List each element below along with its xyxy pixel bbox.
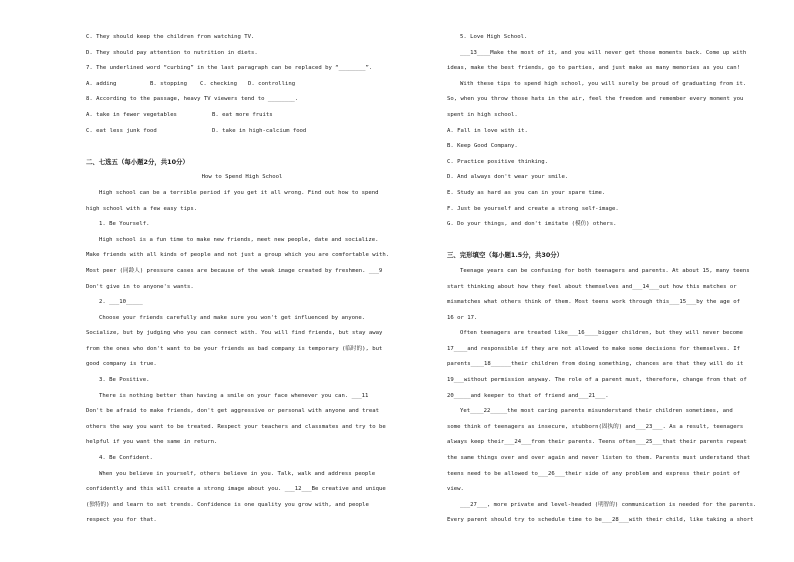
choice-d: D. And always don't wear your smile. [447, 174, 569, 181]
cloze-line-blank-18: parents____18______their children from doing something, chances are that they will do it [447, 361, 744, 368]
article-line: high school with a few easy tips. [86, 205, 198, 212]
article-line-blank-13: ___13____Make the most of it, and you will never get those moments back. Come up with [460, 49, 747, 56]
q6-option-d: D. They should pay attention to nutrition in diets. [86, 49, 258, 56]
q8-options-row1 [86, 108, 398, 124]
article-line: ideas, make the best friends, go to parties, and just make as many memories as you can! [447, 65, 740, 72]
article-line: High school can be a terrible period if you get it all wrong. Find out how to spend [99, 189, 379, 196]
cloze-line-blank-23: some think of teenagers as insecure, stubborn(固执的) and___23___. As a result, teenagers [447, 423, 744, 430]
article-line: spent in high school. [447, 111, 518, 118]
article-line: Make friends with all kinds of people and not just a group which you are comfortable with. [86, 252, 390, 259]
cloze-line-blank-15: mismatches what others think of them. Most teens work through this___15___by the age of [447, 299, 740, 306]
q6-option-c: C. They should keep the children from watching TV. [86, 34, 255, 40]
cloze-line-blank-17: 17____and responsible if they are not allowed to make some decisions for themselves. If [447, 345, 740, 352]
article-line: respect you for that. [86, 517, 157, 524]
subheading-be-confident: 4. Be Confident. [99, 455, 153, 462]
choice-c: C. Practice positive thinking. [447, 158, 549, 165]
cloze-line-blank-20-21: 20_____and keeper to that of friend and___21___. [447, 392, 609, 399]
subheading-be-positive: 3. Be Positive. [99, 377, 150, 384]
cloze-line-blank-27: ___27___, more private and level-headed (明智的) communication is needed for the parents. [460, 501, 757, 508]
q8-option-c: C. eat less junk food [86, 127, 157, 134]
cloze-line-blank-16: Often teenagers are treated like___16____bigger children, but they will never become [460, 330, 743, 337]
choice-b: B. Keep Good Company. [447, 143, 518, 150]
q7-option-a: A. adding [86, 80, 117, 87]
cloze-line-blank-26: teens need to be allowed to___26___their side of any problem and express their point of [447, 470, 740, 477]
right-column [447, 30, 759, 529]
q7-stem: 7. The underlined word “curbing” in the last paragraph can be replaced by “________”. [86, 65, 373, 72]
choice-f: F. Just be yourself and create a strong self-image. [447, 205, 619, 212]
article-line-blank-12: confidently and this will create a strong image about you. ___12___Be creative and unique [86, 486, 386, 493]
q8-option-d: D. take in high-calcium food [212, 127, 307, 134]
choice-a: A. Fall in love with it. [447, 127, 528, 134]
cloze-line: Teenage years can be confusing for both teenagers and parents. At about 15, many teens [460, 267, 750, 274]
cloze-line-blank-14: start thinking about how they feel about themselves and___14___out how this matches or [447, 283, 737, 290]
subheading-be-yourself: 1. Be Yourself. [99, 221, 150, 228]
article-line: good company is true. [86, 361, 157, 368]
left-column [86, 30, 398, 529]
q8-stem: 8. According to the passage, heavy TV viewers tend to ________. [86, 96, 299, 103]
article-line: (独特的) and learn to set trends. Confidence is one quality you grow with, and people [86, 501, 369, 508]
cloze-line: view. [447, 486, 464, 493]
section-3-heading: 三、完形填空（每小题1.5分，共30分） [447, 251, 564, 260]
choice-g: G. Do your things, and don't imitate (模仿) others. [447, 221, 617, 228]
article-line: So, when you throw those hats in the air, feel the freedom and remember every moment you [447, 96, 744, 103]
article-line: from the ones who don't want to be your friends as bad company is temporary (临时的), but [86, 345, 383, 352]
q8-option-b: B. eat more fruits [212, 111, 273, 118]
article-line: Choose your friends carefully and make sure you won't get influenced by anyone. [99, 314, 366, 321]
article-line: With these tips to spend high school, you will surely be proud of graduating from it. [460, 80, 747, 87]
spacer [447, 233, 759, 249]
q7-option-c: C. checking [200, 80, 238, 87]
q7-option-d: D. controlling [248, 80, 296, 87]
article-line: High school is a fun time to make new friends, meet new people, date and socialize. [99, 236, 379, 243]
q8-option-a: A. take in fewer vegetables [86, 111, 177, 118]
article-line: Socialize, but by judging who you can connect with. You will find friends, but stay away [86, 330, 383, 337]
article-line: helpful if you want the same in return. [86, 439, 218, 446]
cloze-line-blank-19: 19___without permission anyway. The role of a parent must, therefore, change from that of [447, 377, 747, 384]
cloze-line-blank-28: Every parent should try to schedule time to be___28___with their child, like taking a short [447, 517, 754, 524]
article-line-blank-9: Most peer (同龄人) pressure cases are because of the weak image created by freshmen. ___9 [86, 267, 383, 274]
cloze-line: 16 or 17. [447, 314, 478, 321]
q8-options-row2 [86, 124, 398, 140]
choice-e: E. Study as hard as you can in your spare time. [447, 189, 606, 196]
q7-option-b: B. stopping [150, 80, 188, 87]
q7-options [86, 77, 398, 93]
subheading-love-high-school: 5. Love High School. [460, 34, 528, 40]
cloze-line: the same things over and over again and never listen to them. Parents must understand that [447, 455, 751, 462]
section-2-heading: 二、七选五（每小题2分，共10分） [86, 157, 189, 166]
cloze-line-blank-24-25: always keep their___24___from their parents. Teens often___25___that their parents repeat [447, 439, 747, 446]
spacer [86, 139, 398, 155]
subheading-blank-10: 2. ___10_____ [99, 299, 143, 306]
article-title: How to Spend High School [201, 174, 283, 181]
article-line: Don't give in to anyone's wants. [86, 283, 194, 290]
article-line: others the way you want to be treated. Respect your teachers and classmates and try to be [86, 423, 386, 430]
article-line-blank-11: There is nothing better than having a smile on your face whenever you can. ___11 [99, 392, 369, 399]
cloze-line-blank-22: Yet____22_____the most caring parents misunderstand their children sometimes, and [460, 408, 733, 415]
article-line: When you believe in yourself, others believe in you. Talk, walk and address people [99, 470, 376, 477]
article-line: Don't be afraid to make friends, don't get aggressive or personal with anyone and treat [86, 408, 379, 415]
